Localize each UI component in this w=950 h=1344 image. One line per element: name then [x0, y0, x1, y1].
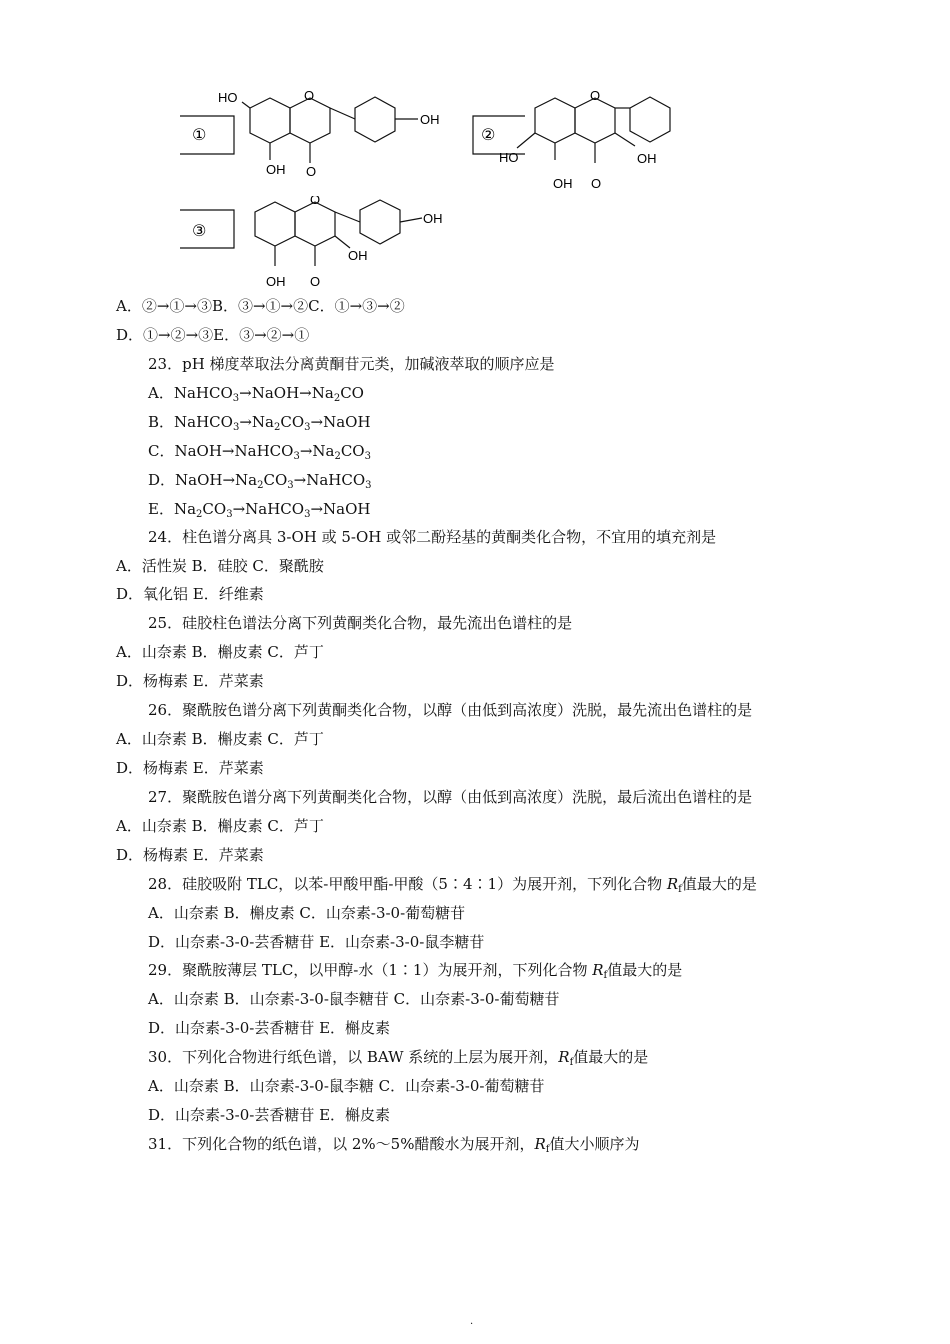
option-prefix: B． [148, 413, 175, 431]
q27-options-line2: D．杨梅素 E．芹菜素 [116, 846, 264, 864]
q28-stem: 28．硅胶吸附 TLC，以苯-甲酸甲酯-甲酸（5∶4∶1）为展开剂，下列化合物 $R_f$值最大的是 [148, 875, 757, 895]
q31-stem: 31．下列化合物的纸色谱，以 2%～5%醋酸水为展开剂，$R_f$值大小顺序为 [148, 1135, 640, 1155]
group-o-ring: O [310, 196, 321, 207]
q22-options-line2: D．①→②→③E．③→②→① [116, 326, 310, 344]
q28-stem-tail: 值最大的是 [681, 875, 757, 893]
group-o-carbonyl: O [591, 176, 602, 191]
formula-subscript: 3 [364, 451, 371, 462]
q26-options-line2: D．杨梅素 E．芹菜素 [116, 759, 264, 777]
structure-label: ③ [192, 221, 207, 240]
formula-text: Na [173, 500, 197, 518]
formula-text: CO [340, 384, 364, 402]
structure-2 [465, 88, 705, 198]
q29-options-line1: A．山奈素 B．山奈素-3-0-鼠李糖苷 C．山奈素-3-0-葡萄糖苷 [148, 990, 560, 1008]
structure-label: ② [481, 125, 496, 144]
formula-text: →Na [239, 413, 274, 431]
q26-options-line1: A．山奈素 B．槲皮素 C．芦丁 [116, 730, 324, 748]
q25-options-line1: A．山奈素 B．槲皮素 C．芦丁 [116, 643, 324, 661]
group-oh-right: OH [423, 211, 443, 226]
q27-options-line1: A．山奈素 B．槲皮素 C．芦丁 [116, 817, 324, 835]
structure-label: ① [192, 125, 207, 144]
formula-text: NaOH→Na [175, 471, 258, 489]
formula-text: NaHCO [174, 413, 233, 431]
q30-stem: 30．下列化合物进行纸色谱，以 BAW 系统的上层为展开剂，$R_f$值最大的是 [148, 1048, 649, 1068]
q30-stem-text: 30．下列化合物进行纸色谱，以 BAW 系统的上层为展开剂， [148, 1048, 559, 1066]
option-prefix: C． [148, 442, 175, 460]
formula-subscript: 3 [232, 422, 240, 433]
group-ho-top: HO [218, 90, 238, 105]
group-o-carbonyl: O [306, 164, 317, 179]
formula-subscript: 3 [365, 480, 372, 491]
q23-stem: 23．pH 梯度萃取法分离黄酮苷元类，加碱液萃取的顺序应是 [148, 355, 555, 373]
formula-subscript: 3 [287, 480, 294, 491]
formula-subscript: 3 [226, 509, 233, 520]
q28-stem-text: 28．硅胶吸附 TLC，以苯-甲酸甲酯-甲酸（5∶4∶1）为展开剂，下列化合物 [148, 875, 667, 893]
rf-symbol: R [592, 961, 604, 979]
q25-options-line2: D．杨梅素 E．芹菜素 [116, 672, 264, 690]
q24-stem: 24．柱色谱分离具 3-OH 或 5-OH 或邻二酚羟基的黄酮类化合物，不宜用的填充剂是 [148, 528, 717, 546]
group-o-ring: O [304, 88, 315, 103]
footer-dot: . [470, 1316, 474, 1327]
formula-text: CO [280, 413, 305, 431]
q30-options-line1: A．山奈素 B．山奈素-3-0-鼠李糖 C．山奈素-3-0-葡萄糖苷 [148, 1077, 545, 1095]
formula-text: CO [263, 471, 288, 489]
structure-1 [170, 88, 460, 198]
option-prefix: D． [148, 471, 176, 489]
q29-stem: 29．聚酰胺薄层 TLC，以甲醇-水（1∶1）为展开剂，下列化合物 $R_f$值最大的是 [148, 961, 683, 981]
rf-symbol: R [558, 1048, 570, 1066]
formula-subscript: 2 [334, 451, 341, 462]
group-o-ring: O [590, 88, 601, 103]
rf-symbol: R [666, 875, 679, 893]
group-ho-left: HO [499, 150, 519, 165]
q26-stem: 26．聚酰胺色谱分离下列黄酮类化合物，以醇（由低到高浓度）洗脱，最先流出色谱柱的是 [148, 701, 753, 719]
q24-options-line1: A．活性炭 B．硅胶 C．聚酰胺 [116, 557, 324, 575]
formula-text: →NaOH→Na [239, 384, 334, 402]
q28-options-line2: D．山奈素-3-0-芸香糖苷 E．山奈素-3-0-鼠李糖苷 [148, 933, 485, 951]
q23-option-e [148, 499, 370, 519]
group-oh-bottom: OH [553, 176, 573, 191]
option-prefix: E． [148, 500, 174, 518]
formula-subscript: 3 [304, 422, 311, 433]
rf-symbol: R [534, 1135, 546, 1153]
q30-stem-tail: 值最大的是 [573, 1048, 649, 1066]
q27-stem: 27．聚酰胺色谱分离下列黄酮类化合物，以醇（由低到高浓度）洗脱，最后流出色谱柱的是 [148, 788, 753, 806]
formula-text: →NaOH [310, 500, 371, 518]
group-oh-bottom: OH [266, 162, 286, 177]
group-o-carbonyl: O [310, 274, 321, 289]
q28-options-line1: A．山奈素 B．槲皮素 C．山奈素-3-0-葡萄糖苷 [148, 904, 466, 922]
q30-options-line2: D．山奈素-3-0-芸香糖苷 E．槲皮素 [148, 1106, 391, 1124]
formula-text: CO [340, 442, 365, 460]
group-oh-bottom: OH [266, 274, 286, 289]
formula-text: CO [202, 500, 227, 518]
q23-option-d [148, 470, 372, 490]
formula-subscript: 2 [257, 480, 264, 491]
q29-stem-text: 29．聚酰胺薄层 TLC，以甲醇-水（1∶1）为展开剂，下列化合物 [148, 961, 593, 979]
formula-text: →Na [299, 442, 335, 460]
q29-options-line2: D．山奈素-3-0-芸香糖苷 E．槲皮素 [148, 1019, 391, 1037]
group-oh-mid: OH [348, 248, 368, 263]
formula-text: →NaOH [310, 413, 371, 431]
q24-options-line2: D．氧化铝 E．纤维素 [116, 585, 264, 603]
q23-option-b [148, 412, 371, 432]
formula-subscript: 2 [196, 509, 203, 520]
formula-text: NaHCO [173, 384, 233, 402]
q22-options-line1: A．②→①→③B．③→①→②C．①→③→② [116, 297, 405, 315]
q25-stem: 25．硅胶柱色谱法分离下列黄酮类化合物，最先流出色谱柱的是 [148, 614, 573, 632]
structure-3 [170, 196, 470, 296]
q23-option-a [148, 383, 364, 403]
formula-subscript: 2 [273, 422, 281, 433]
formula-subscript: 2 [333, 393, 341, 404]
option-prefix: A． [148, 384, 174, 402]
q23-option-c [148, 441, 371, 461]
q31-stem-text: 31．下列化合物的纸色谱，以 2%～5%醋酸水为展开剂， [148, 1135, 535, 1153]
q31-stem-tail: 值大小顺序为 [549, 1135, 640, 1153]
formula-text: NaOH→NaHCO [174, 442, 294, 460]
formula-text: →NaHCO [293, 471, 366, 489]
formula-subscript: 3 [304, 509, 311, 520]
q29-stem-tail: 值最大的是 [607, 961, 683, 979]
formula-text: →NaHCO [232, 500, 305, 518]
formula-subscript: 3 [232, 393, 240, 404]
formula-subscript: 3 [293, 451, 300, 462]
group-oh-right: OH [637, 151, 657, 166]
group-oh-right: OH [420, 112, 440, 127]
